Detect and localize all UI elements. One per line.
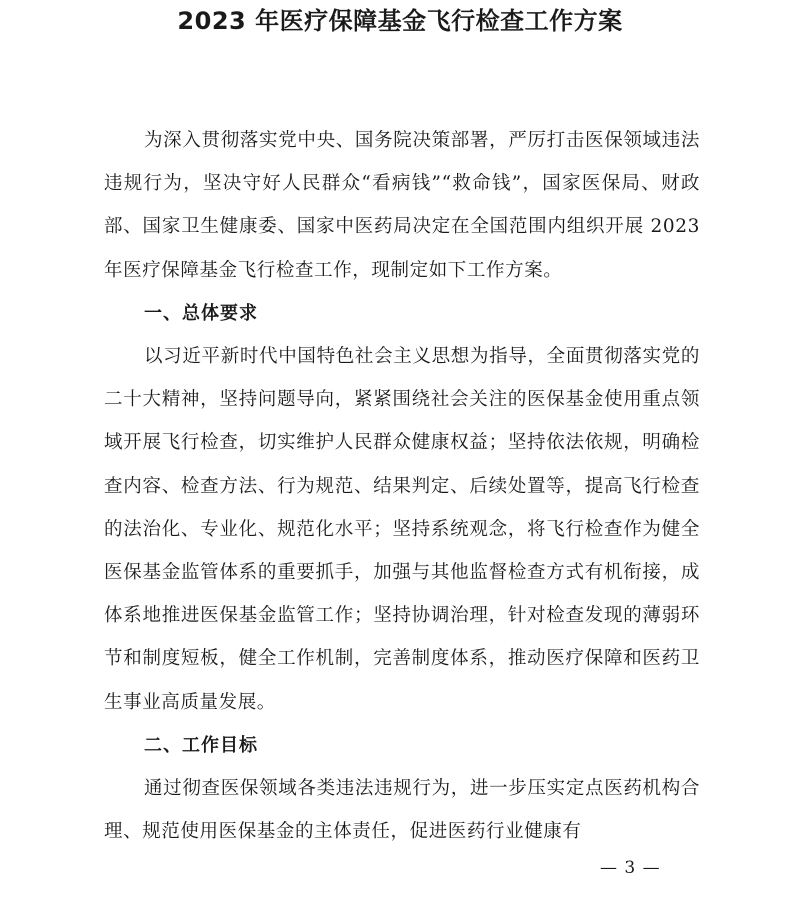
work-goals-paragraph: 通过彻查医保领域各类违法违规行为，进一步压实定点医药机构合理、规范使用医保基金的主体责任，促进医药行业健康有 <box>104 778 700 843</box>
document-title: 2023 年医疗保障基金飞行检查工作方案 <box>177 7 623 35</box>
document-body <box>104 119 700 853</box>
general-requirements-paragraph: 以习近平新时代中国特色社会主义思想为指导，全面贯彻落实党的二十大精神，坚持问题导向，紧紧围绕社会关注的医保基金使用重点领域开展飞行检查，切实维护人民群众健康权益；坚持依法依规，明确检查内容、检查方法、行为规范、结果判定、后续处置等，提高飞行检查的法治化、专业化、规范化水平；坚持系统观念，将飞行检查作为健全医保基金监管体系的重要抓手，加强与其他监督检查方式有机衔接，成体系地推进医保基金监管工作；坚持协调治理，针对检查发现的薄弱环节和制度短板，健全工作机制，完善制度体系，推动医疗保障和医药卫生事业高质量发展。 <box>104 346 700 713</box>
section-heading-general-requirements: 一、总体要求 <box>144 302 258 324</box>
intro-paragraph: 为深入贯彻落实党中央、国务院决策部署，严厉打击医保领域违法违规行为，坚决守好人民群众“看病钱”“救命钱”，国家医保局、财政部、国家卫生健康委、国家中医药局决定在全国范围内组织开展 2023 年医疗保障基金飞行检查工作，现制定如下工作方案。 <box>104 130 700 281</box>
section-heading-work-goals: 二、工作目标 <box>144 734 258 756</box>
page-number: — 3 — <box>600 858 661 878</box>
